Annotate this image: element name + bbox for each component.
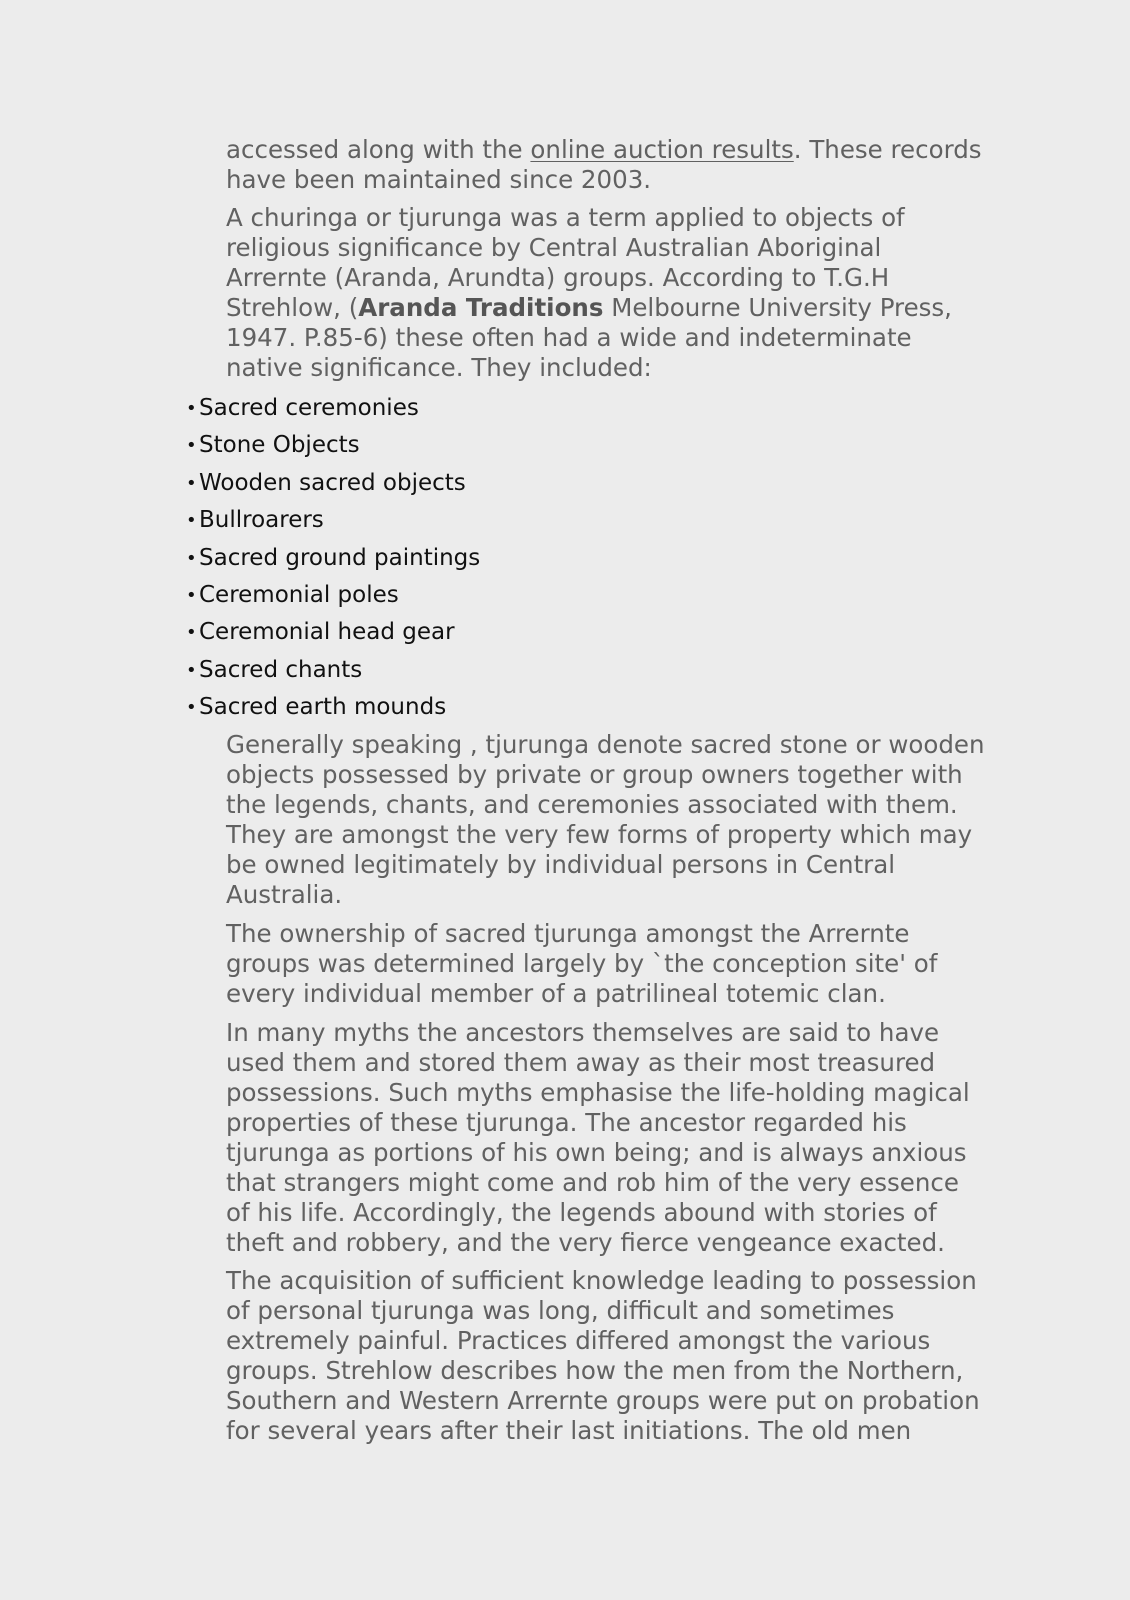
paragraph-line: that strangers might come and rob him of the very essence [226,1168,959,1197]
list-item-text: Bullroarers [199,507,324,534]
list-item [186,617,480,654]
definition-line: native significance. They included: [226,353,652,382]
paragraph-line: objects possessed by private or group owners together with [226,760,963,789]
paragraph-line: groups was determined largely by `the conception site' of [226,949,938,978]
paragraph-line: They are amongst the very few forms of property which may [226,820,973,849]
list-item [186,505,480,542]
paragraph-line: Southern and Western Arrernte groups were put on probation [226,1386,980,1415]
citation-text-after: Melbourne University Press, [603,293,952,322]
paragraph-line: of personal tjurunga was long, difficult and sometimes [226,1296,895,1325]
paragraph-line: The acquisition of sufficient knowledge leading to possession [226,1266,977,1295]
intro-text-after-link: . These records [793,135,982,164]
list-item [186,692,480,729]
paragraph-line: tjurunga as portions of his own being; and is always anxious [226,1138,967,1167]
body-paragraph-generally [226,730,1016,910]
paragraph-line: the legends, chants, and ceremonies associated with them. [226,790,958,819]
bullet-icon: • [186,547,197,569]
list-item-text: Ceremonial poles [199,581,399,608]
list-item [186,655,480,692]
bullet-icon: • [186,697,197,719]
definition-line-with-title [226,293,1016,323]
list-item-text: Sacred chants [199,656,363,683]
list-item-text: Wooden sacred objects [199,469,466,496]
body-paragraph-acquisition [226,1266,1016,1446]
intro-text-before-link: accessed along with the [226,135,531,164]
list-item [186,543,480,580]
list-item [186,430,480,467]
definition-line: Arrernte (Aranda, Arundta) groups. According to T.G.H [226,263,890,292]
list-item-text: Sacred earth mounds [199,694,447,721]
paragraph-line: In many myths the ancestors themselves are said to have [226,1018,940,1047]
list-item [186,393,480,430]
intro-line-2: have been maintained since 2003. [226,165,652,194]
list-item-text: Sacred ground paintings [199,544,481,571]
online-auction-results-link[interactable]: online auction results [530,135,794,164]
definition-line: 1947. P.85-6) these often had a wide and indeterminate [226,323,912,352]
bullet-icon: • [186,659,197,681]
intro-paragraph [226,135,1016,195]
paragraph-line: Generally speaking , tjurunga denote sacred stone or wooden [226,730,985,759]
definition-line: religious significance by Central Australian Aboriginal [226,233,882,262]
bullet-icon: • [186,398,197,419]
body-paragraph-ownership [226,919,1016,1009]
list-item-text: Ceremonial head gear [199,619,455,646]
paragraph-line: groups. Strehlow describes how the men from the Northern, [226,1356,964,1385]
body-paragraph-myths [226,1018,1016,1258]
bullet-icon: • [186,472,197,494]
paragraph-line: of his life. Accordingly, the legends abound with stories of [226,1198,937,1227]
paragraph-line: for several years after their last initiations. The old men [226,1416,912,1445]
paragraph-line: every individual member of a patrilineal totemic clan. [226,979,886,1008]
paragraph-line: properties of these tjurunga. The ancestor regarded his [226,1108,907,1137]
list-item-text: Stone Objects [199,432,360,459]
list-item [186,468,480,505]
bullet-icon: • [186,510,197,532]
tjurunga-types-list [186,393,480,730]
paragraph-line: used them and stored them away as their most treasured [226,1048,936,1077]
list-item-text: Sacred ceremonies [199,395,419,421]
book-title: Aranda Traditions [358,293,604,322]
paragraph-line: The ownership of sacred tjurunga amongst the Arrernte [226,919,910,948]
paragraph-line: be owned legitimately by individual persons in Central [226,850,896,879]
paragraph-line: extremely painful. Practices differed amongst the various [226,1326,931,1355]
bullet-icon: • [186,435,197,457]
citation-text-before: Strehlow, ( [226,293,359,322]
bullet-icon: • [186,622,197,644]
paragraph-line: possessions. Such myths emphasise the life-holding magical [226,1078,970,1107]
paragraph-line: Australia. [226,880,343,909]
bullet-icon: • [186,584,197,606]
paragraph-line: theft and robbery, and the very fierce vengeance exacted. [226,1228,945,1257]
definition-paragraph [226,203,1016,383]
list-item [186,580,480,617]
intro-line-1 [226,135,1016,165]
definition-line: A churinga or tjurunga was a term applied to objects of [226,203,905,232]
